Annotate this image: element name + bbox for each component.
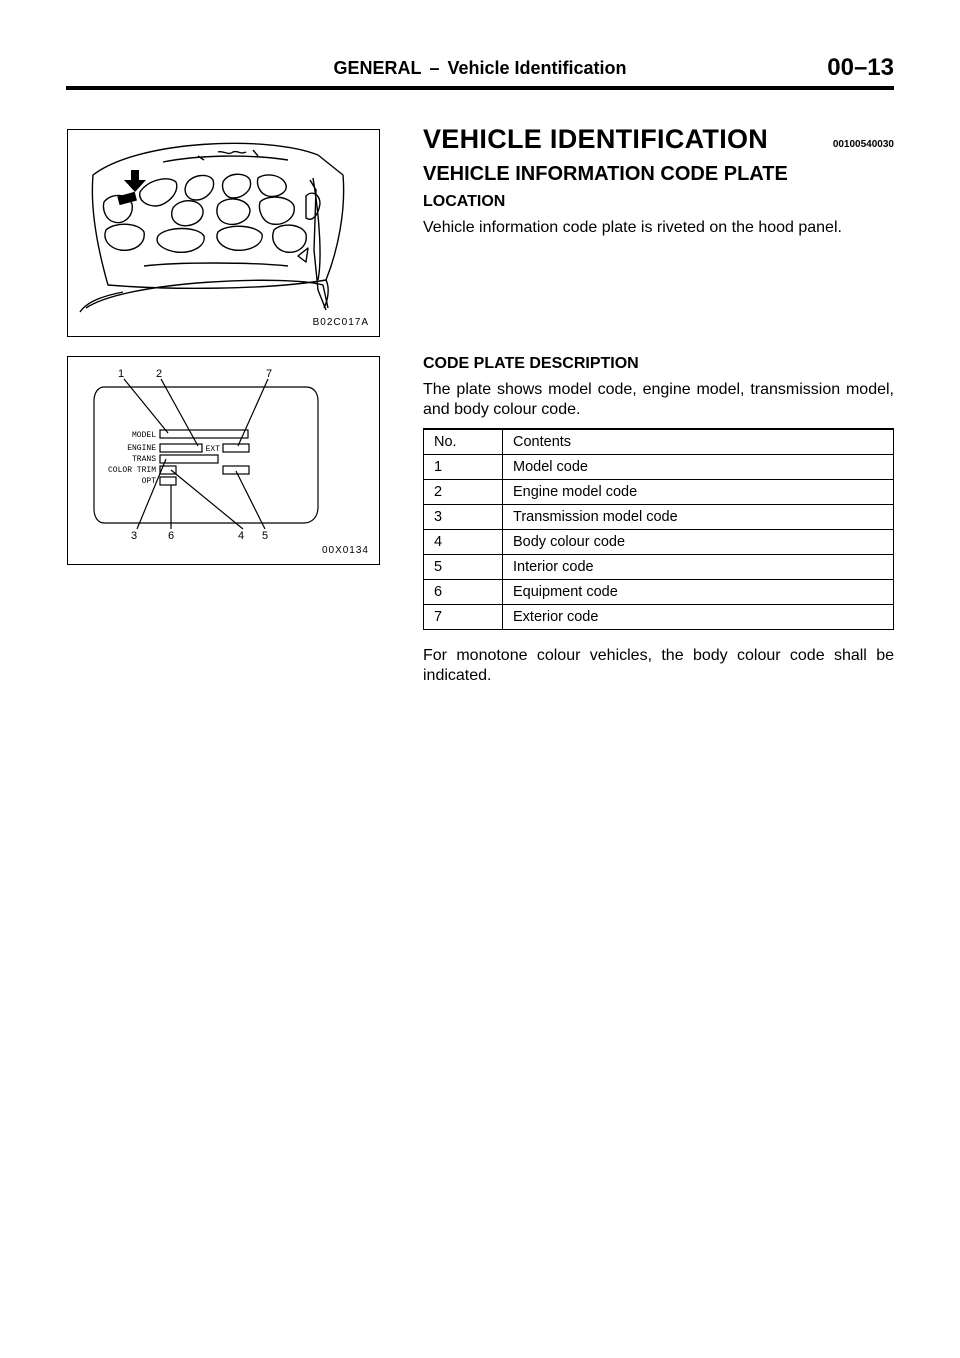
location-heading: LOCATION xyxy=(423,193,506,210)
row-contents: Body colour code xyxy=(503,530,894,555)
row-number: 6 xyxy=(424,580,503,605)
header-rule xyxy=(66,86,894,90)
callout-6: 6 xyxy=(168,530,175,542)
row-contents: Transmission model code xyxy=(503,505,894,530)
section-title: VEHICLE IDENTIFICATION xyxy=(423,124,769,154)
row-number: 2 xyxy=(424,480,503,505)
callout-4: 4 xyxy=(238,530,245,542)
table-header-row xyxy=(424,429,894,455)
row-number: 5 xyxy=(424,555,503,580)
row-number: 4 xyxy=(424,530,503,555)
document-id: 00100540030 xyxy=(832,139,894,150)
code-table xyxy=(423,428,894,630)
row-number: 1 xyxy=(424,455,503,480)
row-contents: Interior code xyxy=(503,555,894,580)
plate-label-ext: EXT xyxy=(205,445,220,454)
plate-label-opt: OPT xyxy=(141,477,156,486)
table-row xyxy=(424,555,894,580)
callout-1: 1 xyxy=(118,368,125,380)
table-row xyxy=(424,480,894,505)
figure-code: B02C017A xyxy=(312,317,369,328)
callout-2: 2 xyxy=(156,368,163,380)
note-text: For monotone colour vehicles, the body colour code shall be indicated. xyxy=(423,647,894,684)
plate-label-color-trim: COLOR TRIM xyxy=(107,466,156,475)
callout-5: 5 xyxy=(262,530,269,542)
callout-3: 3 xyxy=(131,530,138,542)
subsection-title: VEHICLE INFORMATION CODE PLATE xyxy=(423,163,788,185)
hood-location-figure xyxy=(67,129,380,337)
page-number: 00–13 xyxy=(827,54,894,81)
code-plate-illustration xyxy=(68,357,378,563)
table-header-contents: Contents xyxy=(503,429,894,455)
header-section: GENERAL xyxy=(333,58,422,78)
row-number: 3 xyxy=(424,505,503,530)
row-contents: Exterior code xyxy=(503,605,894,630)
hood-panel-illustration xyxy=(68,130,378,335)
table-row xyxy=(424,505,894,530)
plate-label-model: MODEL xyxy=(131,431,156,440)
callout-7: 7 xyxy=(266,368,273,380)
row-contents: Engine model code xyxy=(503,480,894,505)
description-text: The plate shows model code, engine model, transmission model, and body colour code. xyxy=(423,381,894,418)
table-row xyxy=(424,605,894,630)
figure-code: 00X0134 xyxy=(321,545,369,556)
row-contents: Model code xyxy=(503,455,894,480)
row-number: 7 xyxy=(424,605,503,630)
description-heading: CODE PLATE DESCRIPTION xyxy=(423,355,639,372)
row-contents: Equipment code xyxy=(503,580,894,605)
table-row xyxy=(424,455,894,480)
table-row xyxy=(424,580,894,605)
code-plate-figure xyxy=(67,356,380,565)
header-title xyxy=(66,58,894,79)
plate-label-trans: TRANS xyxy=(131,455,156,464)
table-header-no: No. xyxy=(424,429,503,455)
plate-label-engine: ENGINE xyxy=(127,444,156,453)
table-row xyxy=(424,530,894,555)
header-separator: – xyxy=(429,58,440,78)
location-text: Vehicle information code plate is riveted on the hood panel. xyxy=(423,219,842,236)
page-header xyxy=(66,54,894,88)
header-topic: Vehicle Identification xyxy=(447,58,627,78)
